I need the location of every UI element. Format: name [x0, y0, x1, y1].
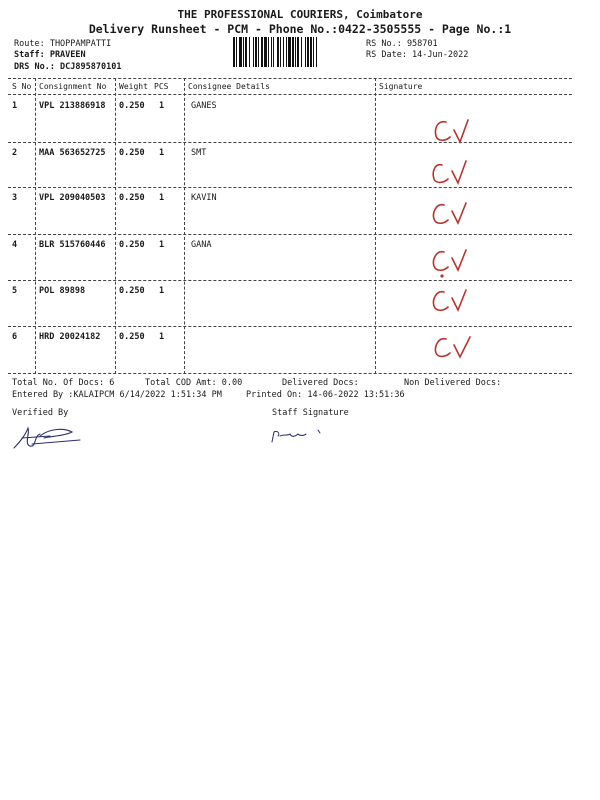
- barcode-bar: [283, 37, 284, 67]
- barcode-bar: [249, 37, 250, 67]
- row-pcs: 1: [159, 101, 165, 111]
- row-weight: 0.250: [119, 240, 145, 250]
- drs-number: DRS No.: DCJ895870101: [14, 62, 122, 72]
- row-sno: 6: [12, 332, 18, 342]
- row-sno: 1: [12, 101, 18, 111]
- row-consignee: KAVIN: [191, 193, 217, 203]
- col-header-weight: Weight: [119, 82, 148, 91]
- staff-signature-image: [270, 424, 330, 446]
- row-sno: 5: [12, 286, 18, 296]
- row-consignment-no: HRD 20024182: [39, 332, 101, 342]
- barcode-bar: [245, 37, 247, 67]
- barcode-bar: [297, 37, 299, 67]
- row-sno: 2: [12, 148, 18, 158]
- verifier-signature-image: [10, 420, 100, 452]
- barcode-bar: [258, 37, 259, 67]
- row-weight: 0.250: [119, 101, 145, 111]
- row-pcs: 1: [159, 193, 165, 203]
- column-divider: [375, 78, 376, 374]
- col-header-sno: S No: [12, 82, 32, 91]
- barcode-bar: [253, 37, 254, 67]
- rs-date: RS Date: 14-Jun-2022: [366, 50, 469, 60]
- col-header-pcs: PCS: [154, 82, 169, 91]
- row-consignee: GANA: [191, 240, 212, 250]
- runsheet-subtitle: Delivery Runsheet - PCM - Phone No.:0422-3505555 - Page No.:1: [88, 22, 512, 36]
- barcode-bar: [273, 37, 274, 67]
- column-divider: [35, 78, 36, 374]
- row-pcs: 1: [159, 148, 165, 158]
- barcode-image: [232, 37, 364, 67]
- barcode-bar: [286, 37, 287, 67]
- barcode-bar: [233, 37, 235, 67]
- barcode-bar: [280, 37, 281, 67]
- row-weight: 0.250: [119, 148, 145, 158]
- row-consignment-no: VPL 213886918: [39, 101, 106, 111]
- barcode-bar: [292, 37, 294, 67]
- barcode-bar: [288, 37, 291, 67]
- row-sno: 4: [12, 240, 18, 250]
- row-consignment-no: POL 89898: [39, 286, 86, 296]
- barcode-bar: [307, 37, 309, 67]
- row-pcs: 1: [159, 332, 165, 342]
- row-weight: 0.250: [119, 286, 145, 296]
- row-consignee: GANES: [191, 101, 217, 111]
- rs-number: RS No.: 958701: [366, 39, 438, 49]
- delivered-docs: Delivered Docs:: [282, 378, 359, 388]
- company-title: THE PROFESSIONAL COURIERS, Coimbatore: [177, 8, 423, 21]
- barcode-bar: [261, 37, 263, 67]
- staff-label: Staff: PRAVEEN: [14, 50, 86, 60]
- recipient-signature-image: [420, 242, 500, 282]
- row-consignment-no: BLR 515760446: [39, 240, 106, 250]
- barcode-bar: [255, 37, 257, 67]
- barcode-bar: [277, 37, 279, 67]
- total-cod-amount: Total COD Amt: 0.00: [145, 378, 243, 388]
- recipient-signature-image: [420, 327, 500, 367]
- table-top-border: [8, 78, 572, 79]
- row-sno: 3: [12, 193, 18, 203]
- barcode-bar: [264, 37, 267, 67]
- row-pcs: 1: [159, 240, 165, 250]
- staff-signature-label: Staff Signature: [272, 408, 349, 418]
- recipient-signature-image: [420, 282, 500, 322]
- barcode-bar: [316, 37, 317, 67]
- barcode-bar: [268, 37, 269, 67]
- barcode-bar: [239, 37, 242, 67]
- printed-on: Printed On: 14-06-2022 13:51:36: [246, 390, 405, 400]
- barcode-bar: [271, 37, 272, 67]
- row-consignee: SMT: [191, 148, 207, 158]
- barcode-bar: [313, 37, 314, 67]
- col-header-consignee: Consignee Details: [188, 82, 270, 91]
- total-docs: Total No. Of Docs: 6: [12, 378, 115, 388]
- column-divider: [184, 78, 185, 374]
- barcode-bar: [301, 37, 302, 67]
- row-weight: 0.250: [119, 193, 145, 203]
- row-consignment-no: VPL 209040503: [39, 193, 106, 203]
- table-bottom-border: [8, 373, 572, 374]
- col-header-signature: Signature: [379, 82, 423, 91]
- barcode-bar: [236, 37, 237, 67]
- entered-by: Entered By :KALAIPCM 6/14/2022 1:51:34 PM: [12, 390, 222, 400]
- row-weight: 0.250: [119, 332, 145, 342]
- table-header-border: [8, 94, 572, 95]
- route-label: Route: THOPPAMPATTI: [14, 39, 112, 49]
- recipient-signature-image: [420, 195, 500, 235]
- verified-by-label: Verified By: [12, 408, 69, 418]
- row-consignment-no: MAA 563652725: [39, 148, 106, 158]
- row-pcs: 1: [159, 286, 165, 296]
- barcode-bar: [305, 37, 306, 67]
- non-delivered-docs: Non Delivered Docs:: [404, 378, 502, 388]
- col-header-consignment: Consignment No: [39, 82, 107, 91]
- barcode-bar: [310, 37, 312, 67]
- column-divider: [115, 78, 116, 374]
- barcode-bar: [295, 37, 296, 67]
- barcode-bar: [243, 37, 244, 67]
- recipient-signature-image: [420, 153, 500, 193]
- recipient-signature-image: [420, 112, 500, 152]
